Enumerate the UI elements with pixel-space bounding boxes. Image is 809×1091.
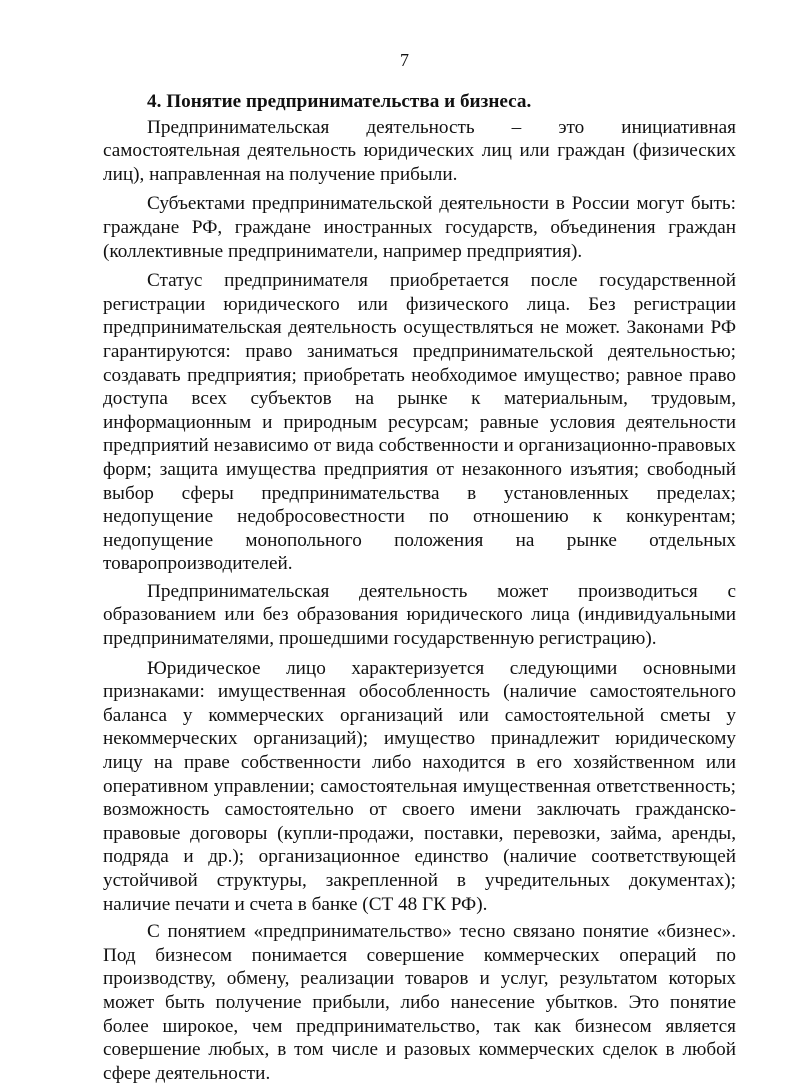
section-heading: 4. Понятие предпринимательства и бизнеса. (147, 91, 532, 112)
paragraph-business: С понятием «предпринимательство» тесно связано понятие «бизнес». Под бизнесом понимается совершение коммерческих операций по производству, обмену, реализации товаров и услуг, результатом которых может быть получение прибыли, либо нанесение убытков. Это понятие более широкое, чем предпринимательство, так как бизнесом является совершение любых, в том числе и разовых коммерческих сделок в любой сфере деятельности. (103, 921, 736, 1084)
paragraph-subjects: Субъектами предпринимательской деятельности в России могут быть: граждане РФ, граждане иностранных государств, объединения граждан (коллективные предприниматели, например предприятия). (103, 193, 736, 262)
paragraph-legal-forms: Предпринимательская деятельность может производиться с образованием или без образования юридического лица (индивидуальными предпринимателями, прошедшими государственную регистрацию). (103, 580, 736, 650)
document-body (103, 90, 736, 1091)
paragraph-definition: Предпринимательская деятельность – это инициативная самостоятельная деятельность юридических лиц или граждан (физических лиц), направленная на получение прибыли. (103, 116, 736, 185)
page-number: 7 (400, 50, 409, 70)
paragraph-legal-entity: Юридическое лицо характеризуется следующими основными признаками: имущественная обособленность (наличие самостоятельного баланса у коммерческих организаций или самостоятельной сметы у некоммерческих организаций); имущество принадлежит юридическому лицу на праве собственности либо находится в его хозяйственном или оперативном управлении; самостоятельная имущественная ответственность; возможность самостоятельно от своего имени заключать гражданско-правовые договоры (купли-продажи, поставки, перевозки, займа, аренды, подряда и др.); организационное единство (наличие соответствующей устойчивой структуры, закрепленной в учредительных документах); наличие печати и счета в банке (СТ 48 ГК РФ). (103, 657, 736, 915)
paragraph-status: Статус предпринимателя приобретается после государственной регистрации юридического или физического лица. Без регистрации предпринимательская деятельность осуществляться не может. Законами РФ гарантируются: право заниматься предпринимательской деятельностью; создавать предприятия; приобретать необходимое имущество; равное право доступа всех субъектов на рынке к материальным, трудовым, информационным и природным ресурсам; равные условия деятельности предприятий независимо от вида собственности и организационно-правовых форм; защита имущества предприятия от незаконного изъятия; свободный выбор сферы предпринимательства в установленных пределах; недопущение недобросовестности по отношению к конкурентам; недопущение монопольного положения на рынке отдельных товаропроизводителей. (103, 270, 736, 575)
